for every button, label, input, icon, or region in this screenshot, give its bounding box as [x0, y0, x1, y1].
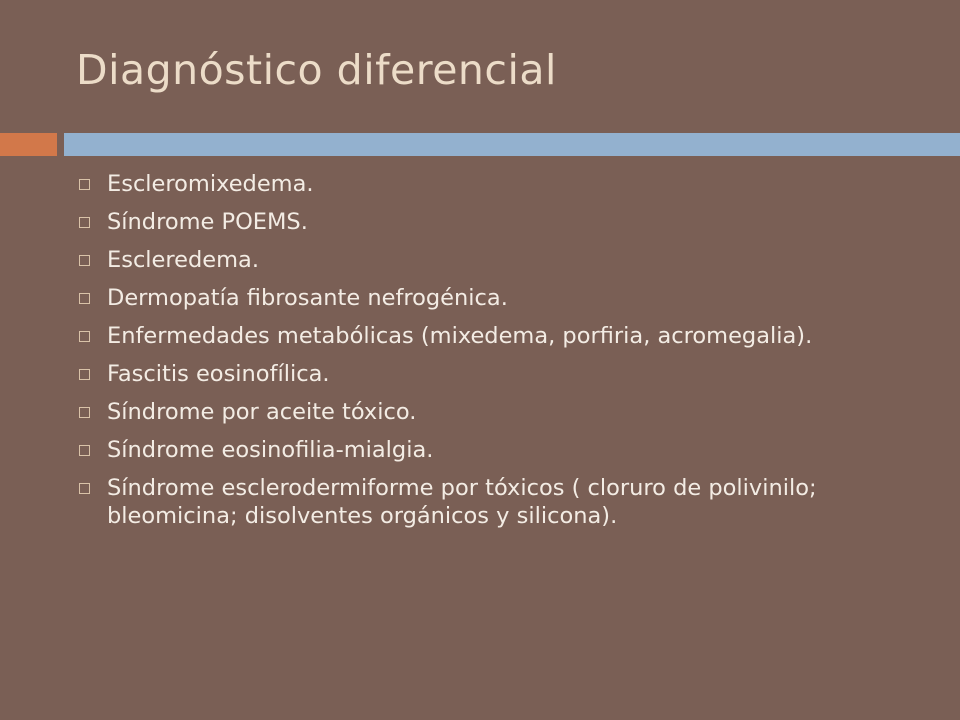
list-item-text: Escleromixedema. [107, 171, 314, 197]
list-item-text: Escleredema. [107, 247, 259, 273]
list-item [76, 398, 906, 426]
hollow-square-icon [79, 369, 90, 380]
bullet-list [76, 170, 906, 540]
hollow-square-icon [79, 483, 90, 494]
title-rule-bar [64, 133, 960, 156]
hollow-square-icon [79, 407, 90, 418]
hollow-square-icon [79, 293, 90, 304]
list-item [76, 360, 906, 388]
hollow-square-icon [79, 179, 90, 190]
list-item [76, 246, 906, 274]
list-item-text: Síndrome esclerodermiforme por tóxicos ( cloruro de polivinilo; bleomicina; disolventes orgánicos y silicona). [107, 475, 817, 529]
hollow-square-icon [79, 445, 90, 456]
list-item [76, 170, 906, 198]
list-item-text: Enfermedades metabólicas (mixedema, porfiria, acromegalia). [107, 323, 813, 349]
list-item-text: Síndrome POEMS. [107, 209, 308, 235]
list-item-text: Dermopatía fibrosante nefrogénica. [107, 285, 508, 311]
list-item-text: Síndrome por aceite tóxico. [107, 399, 417, 425]
list-item [76, 284, 906, 312]
list-item-text: Fascitis eosinofílica. [107, 361, 330, 387]
list-item [76, 322, 906, 350]
list-item [76, 436, 906, 464]
hollow-square-icon [79, 255, 90, 266]
slide-title: Diagnóstico diferencial [76, 46, 557, 94]
list-item-text: Síndrome eosinofilia-mialgia. [107, 437, 434, 463]
hollow-square-icon [79, 217, 90, 228]
title-rule-accent [0, 133, 57, 156]
list-item [76, 474, 906, 530]
list-item [76, 208, 906, 236]
title-rule-gap [57, 133, 64, 156]
hollow-square-icon [79, 331, 90, 342]
